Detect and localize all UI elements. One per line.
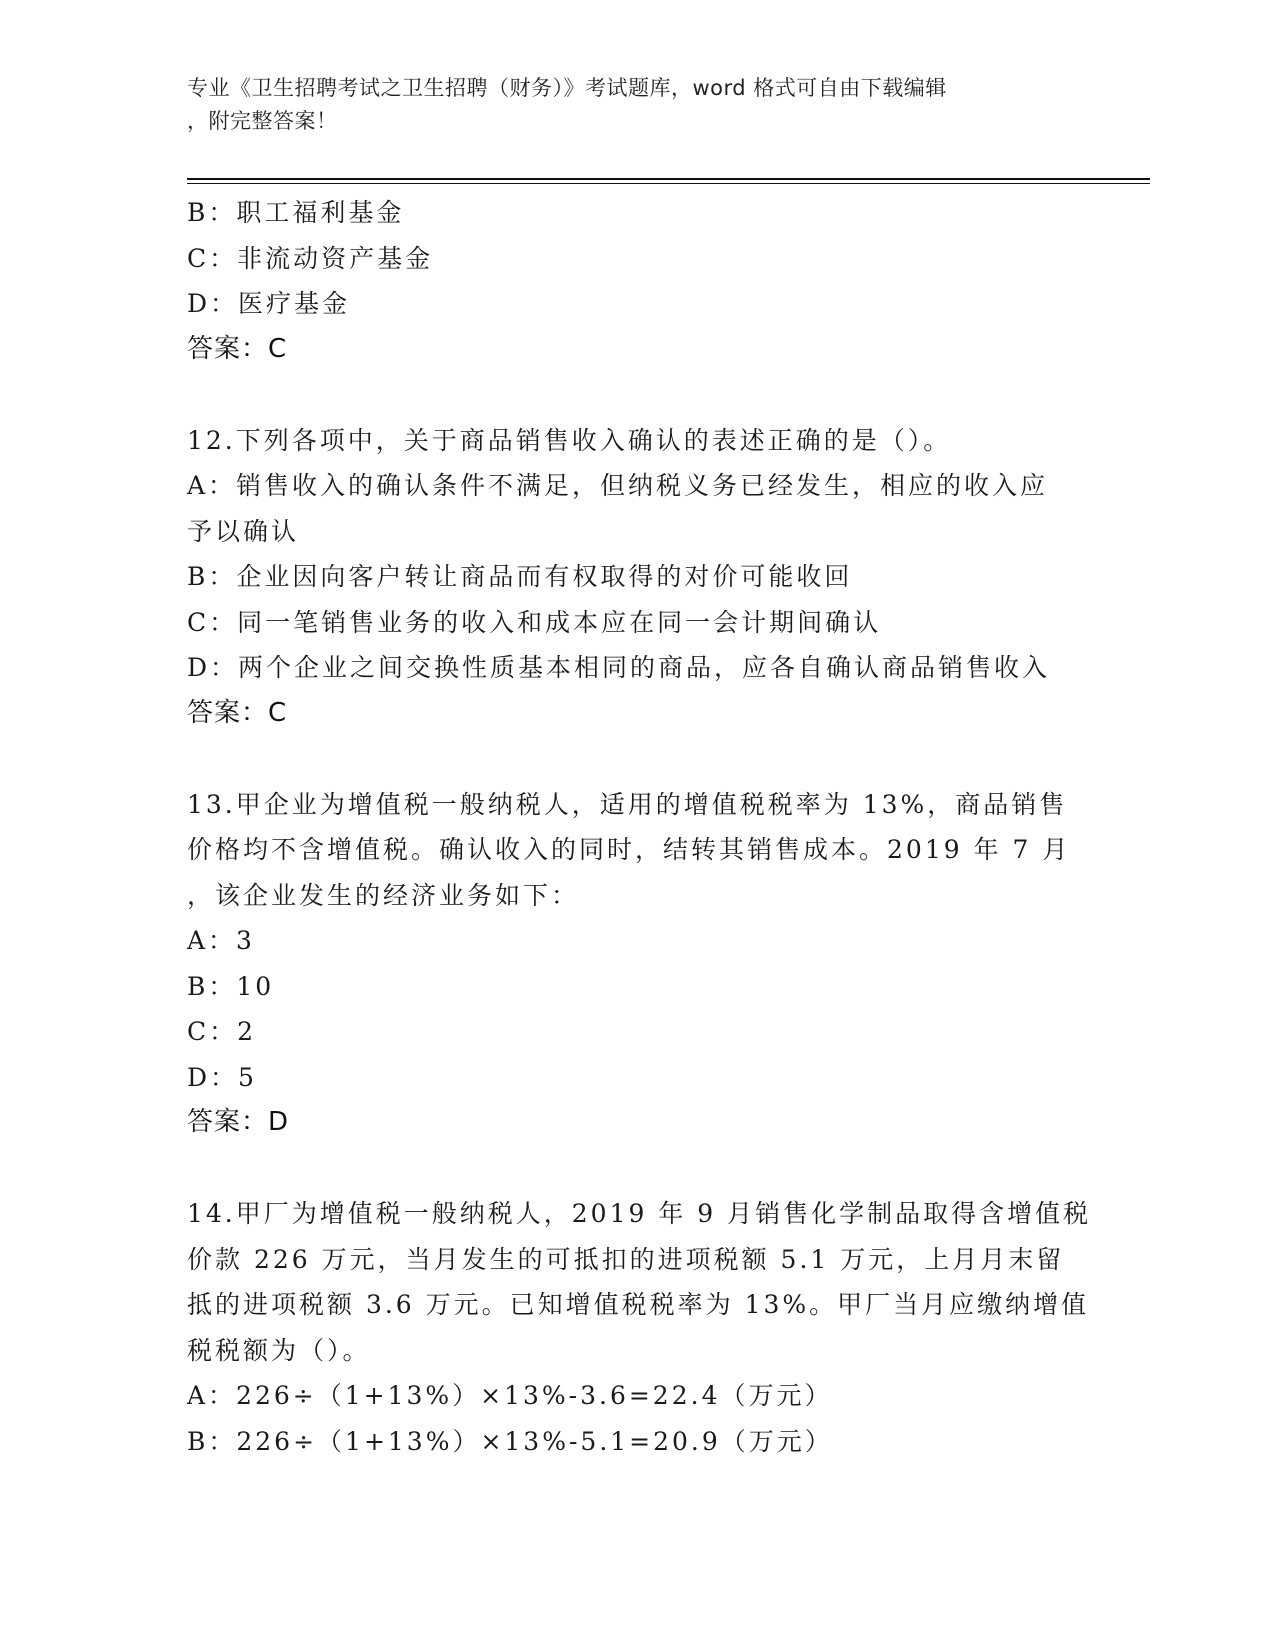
header-line-2: ，附完整答案！	[187, 109, 338, 133]
question-stem-line-1: 13.甲企业为增值税一般纳税人，适用的增值税税率为 13%，商品销售	[187, 789, 1068, 819]
question-14	[187, 1191, 1092, 1464]
option-b: B：企业因向客户转让商品而有权取得的对价可能收回	[187, 562, 853, 591]
question-stem-line-2: 价格均不含增值税。确认收入的同时，结转其销售成本。2019 年 7 月	[187, 835, 1071, 864]
option-b: B：226÷（1+13%）×13%-5.1=20.9（万元）	[187, 1426, 833, 1456]
option-a: A：3	[187, 926, 255, 955]
header-line-1: 专业《卫生招聘考试之卫生招聘（财务）》考试题库，word 格式可自由下载编辑	[187, 76, 947, 100]
option-b: B：职工福利基金	[187, 198, 405, 227]
option-d: D：医疗基金	[187, 289, 351, 318]
header-rule-thin	[187, 183, 1150, 184]
question-12	[187, 418, 1087, 737]
question-stem-line-3: 抵的进项税额 3.6 万元。已知增值税税率为 13%。甲厂当月应缴纳增值	[187, 1290, 1090, 1319]
answer: 答案：C	[187, 333, 288, 364]
option-b: B：10	[187, 971, 275, 1001]
question-13	[187, 782, 1087, 1146]
option-a: A：226÷（1+13%）×13%-3.6=22.4（万元）	[187, 1381, 833, 1410]
option-a-line-1: A：销售收入的确认条件不满足，但纳税义务已经发生，相应的收入应	[187, 471, 1049, 500]
header-rule-thick	[187, 178, 1150, 180]
question-stem-line-1: 14.甲厂为增值税一般纳税人，2019 年 9 月销售化学制品取得含增值税	[187, 1199, 1092, 1228]
option-c: C：同一笔销售业务的收入和成本应在同一会计期间确认	[187, 607, 882, 637]
option-d: D：5	[187, 1062, 257, 1092]
spacer	[187, 1146, 1087, 1192]
answer: 答案：C	[187, 697, 288, 728]
spacer	[187, 372, 1087, 418]
question-stem-line-3: ，该企业发生的经济业务如下：	[187, 880, 580, 910]
page-header	[187, 72, 1087, 138]
question-stem-line-4: 税税额为（）。	[187, 1335, 371, 1365]
question-stem-line-2: 价款 226 万元，当月发生的可抵扣的进项税额 5.1 万元，上月月末留	[187, 1244, 1065, 1274]
spacer	[187, 736, 1087, 782]
option-c: C：非流动资产基金	[187, 243, 434, 273]
question-11-continued	[187, 190, 1087, 372]
answer: 答案：D	[187, 1107, 290, 1137]
option-a-line-2: 予以确认	[187, 516, 300, 546]
option-c: C：2	[187, 1017, 257, 1046]
question-content	[187, 190, 1092, 1464]
option-d: D：两个企业之间交换性质基本相同的商品，应各自确认商品销售收入	[187, 653, 1051, 682]
question-stem: 12.下列各项中，关于商品销售收入确认的表述正确的是（）。	[187, 425, 952, 455]
